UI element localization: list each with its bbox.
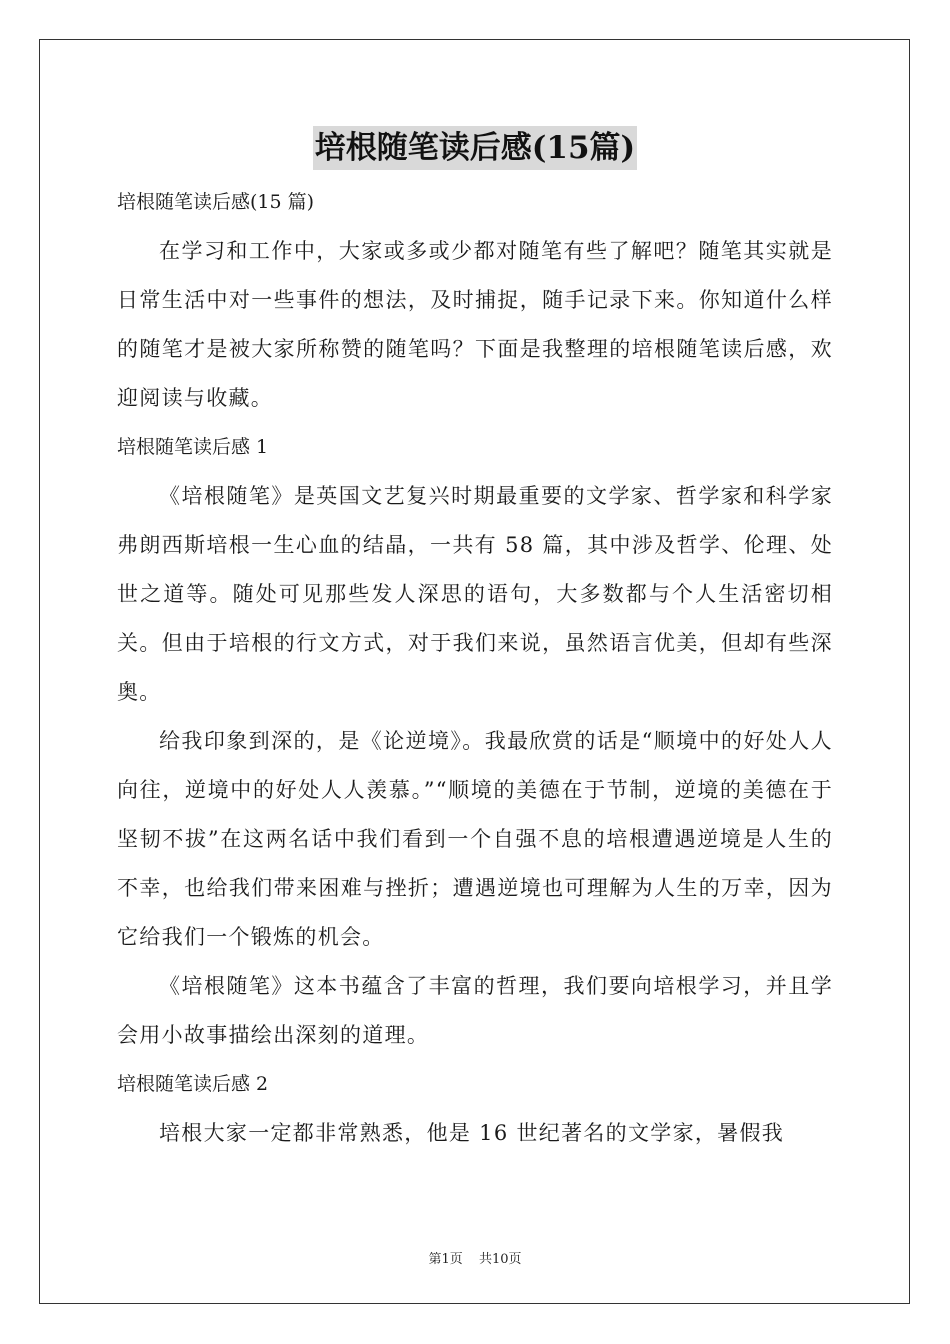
page-footer	[0, 1248, 950, 1267]
section-1-paragraph-2: 给我印象到深的，是《论逆境》。我最欣赏的话是“顺境中的好处人人向往，逆境中的好处人人羡慕。”“顺境的美德在于节制，逆境的美德在于坚韧不拔”在这两名话中我们看到一个自强不息的培根遭遇逆境是人生的不幸，也给我们带来困难与挫折；遭遇逆境也可理解为人生的万幸，因为它给我们一个锻炼的机会。	[117, 729, 833, 949]
section-1-paragraph-3: 《培根随笔》这本书蕴含了丰富的哲理，我们要向培根学习，并且学会用小故事描绘出深刻的道理。	[117, 974, 833, 1047]
section-heading-2: 培根随笔读后感 2	[117, 1073, 269, 1095]
section-1-paragraph-1: 《培根随笔》是英国文艺复兴时期最重要的文学家、哲学家和科学家弗朗西斯培根一生心血的结晶，一共有 58 篇，其中涉及哲学、伦理、处世之道等。随处可见那些发人深思的语句，大多数都与个人生活密切相关。但由于培根的行文方式，对于我们来说，虽然语言优美，但却有些深奥。	[117, 484, 833, 704]
title-container	[0, 126, 950, 170]
document-body	[117, 178, 833, 1158]
page-total: 共10页	[478, 1252, 522, 1267]
document-title: 培根随笔读后感(15篇)	[313, 126, 637, 170]
intro-paragraph: 在学习和工作中，大家或多或少都对随笔有些了解吧？随笔其实就是日常生活中对一些事件的想法，及时捕捉，随手记录下来。你知道什么样的随笔才是被大家所称赞的随笔吗？下面是我整理的培根随笔读后感，欢迎阅读与收藏。	[117, 239, 833, 410]
section-2-paragraph-1: 培根大家一定都非常熟悉，他是 16 世纪著名的文学家，暑假我	[159, 1121, 785, 1145]
page-number: 第1页	[428, 1252, 463, 1267]
document-subtitle: 培根随笔读后感(15 篇)	[117, 191, 315, 213]
section-heading-1: 培根随笔读后感 1	[117, 436, 269, 458]
